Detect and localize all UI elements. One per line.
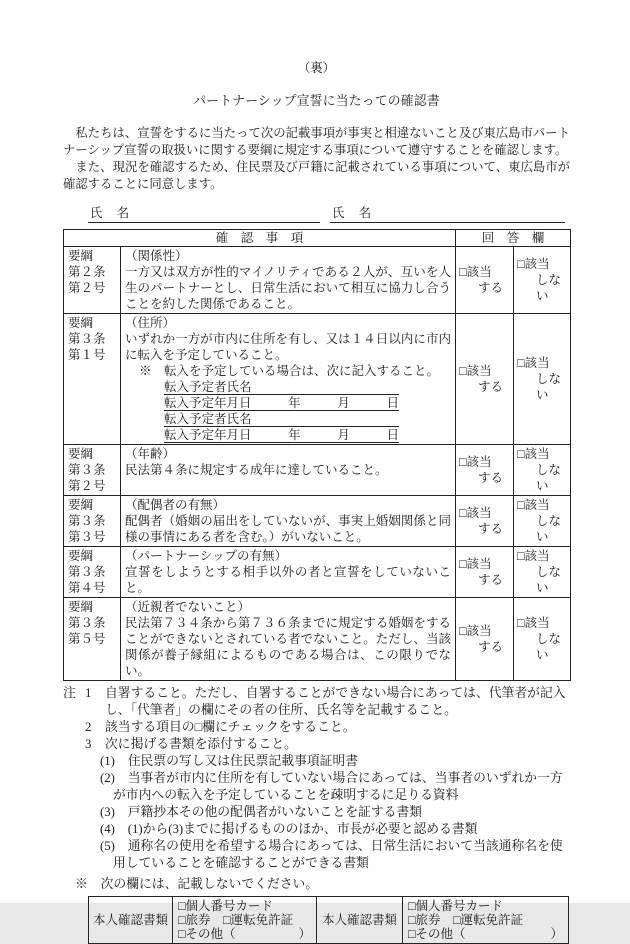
checkbox-other-open: □その他（ <box>408 927 466 941</box>
id-doc-options-2 <box>403 897 569 944</box>
intro-paragraph-1: 私たちは、宣誓をするに当たって次の記載事項が事実と相違ないこと及び東広島市パートナーシップ宣誓の取扱いに関する要綱に規定する事項について遵守することを確認します。 <box>63 126 570 157</box>
id-doc-label-1: 本人確認書類 <box>89 897 173 944</box>
checkbox-applicable-label: □該当 <box>459 455 492 469</box>
unit-month: 月 <box>337 428 350 442</box>
ref-line: 第４号 <box>68 581 106 595</box>
item-heading: （パートナーシップの有無） <box>125 549 288 563</box>
other-write-in-space[interactable] <box>466 927 551 941</box>
item-heading: （配偶者の有無） <box>125 498 226 512</box>
checkbox-not-applicable-label2: しない <box>536 632 562 662</box>
transfer-date-label: 転入予定年月日 <box>164 428 252 442</box>
checkbox-not-applicable[interactable] <box>514 314 571 445</box>
name-field-2[interactable] <box>330 205 565 223</box>
note-number: 3 <box>85 737 92 751</box>
note-text: 該当する項目の□欄にチェックをすること。 <box>105 720 356 734</box>
checkbox-not-applicable-label2: しない <box>536 372 562 402</box>
checkbox-not-applicable-label2: しない <box>536 565 562 595</box>
note-sub-item-5: (5) 通称名の使用を希望する場合にあっては、日常生活において当該通称名を使用していることを確認することができる書類 <box>100 839 563 870</box>
notes-section <box>63 685 570 872</box>
checkbox-not-applicable-label2: しない <box>536 273 562 303</box>
row-item <box>121 547 456 598</box>
confirmation-table <box>63 229 571 681</box>
row-item <box>121 445 456 496</box>
name-label-1: 氏 名 <box>90 206 131 220</box>
checkbox-applicable[interactable] <box>456 598 514 681</box>
checkbox-other[interactable] <box>408 927 563 941</box>
ref-line: 第３条 <box>68 332 106 346</box>
checkbox-not-applicable-label: □該当 <box>517 257 550 271</box>
transfer-name-label: 転入予定者氏名 <box>164 412 252 426</box>
checkbox-not-applicable-label2: しない <box>536 514 562 544</box>
checkbox-not-applicable-label2: しない <box>536 463 562 493</box>
checkbox-other-open: □その他（ <box>178 927 236 941</box>
item-body: 一方又は双方が性的マイノリティである２人が、互いを人生のパートナーとし、日常生活において相互に協力し合うことを約した関係であること。 <box>125 265 452 311</box>
checkbox-other-close: ） <box>298 927 311 941</box>
ref-line: 第３号 <box>68 530 106 544</box>
document-title: パートナーシップ宣誓に当たっての確認書 <box>193 94 440 108</box>
checkbox-not-applicable-label: □該当 <box>517 356 550 370</box>
note-item-1 <box>63 685 570 719</box>
item-heading: （近親者でないこと） <box>125 600 251 614</box>
checkbox-applicable-label: □該当 <box>459 624 492 638</box>
ref-line: 第５号 <box>68 632 106 646</box>
other-write-in-space[interactable] <box>236 927 299 941</box>
ref-line: 第２号 <box>68 479 106 493</box>
ref-line: 第３条 <box>68 565 106 579</box>
checkbox-applicable-label2: する <box>478 380 504 394</box>
row-item <box>121 598 456 681</box>
identity-document-table <box>88 896 569 944</box>
item-body: 民法第４条に規定する成年に達していること。 <box>125 463 388 477</box>
checkbox-not-applicable[interactable] <box>514 247 571 314</box>
note-sub-item-1: (1) 住民票の写し又は住民票記載事項証明書 <box>100 754 359 768</box>
unit-year: 年 <box>288 428 301 442</box>
note-text: 自署すること。ただし、自署することができない場合にあっては、代筆者が記入し、「代筆者」の欄にその者の住所、氏名等を記載すること。 <box>105 686 566 717</box>
table-row <box>64 598 571 681</box>
ref-line: 要綱 <box>68 498 94 512</box>
table-row <box>64 445 571 496</box>
note-item-3 <box>85 736 570 753</box>
checkbox-applicable[interactable] <box>456 247 514 314</box>
unit-day: 日 <box>386 428 399 442</box>
header-confirmation-items: 確 認 事 項 <box>64 230 456 247</box>
id-doc-options-1 <box>173 897 317 944</box>
ref-line: 第２号 <box>68 281 106 295</box>
name-row <box>63 205 570 223</box>
transfer-date-input-2[interactable] <box>164 427 399 443</box>
checkbox-applicable[interactable] <box>456 314 514 445</box>
transfer-note: ※ 転入を予定している場合は、次に記入すること。 <box>139 364 440 378</box>
ref-line: 第３条 <box>68 463 106 477</box>
row-ref <box>64 547 121 598</box>
checkbox-not-applicable[interactable] <box>514 598 571 681</box>
row-item <box>121 496 456 547</box>
note-number: 1 <box>85 686 92 700</box>
checkbox-not-applicable-label: □該当 <box>517 549 550 563</box>
checkbox-applicable-label2: する <box>478 522 504 536</box>
name-field-1[interactable] <box>88 205 320 223</box>
checkbox-passport-license[interactable]: □旅券 □運転免許証 <box>408 913 524 927</box>
item-body: 宣誓をしようとする相手以外の者と宣誓をしていないこと。 <box>125 565 452 595</box>
note-text: 次に掲げる書類を添付すること。 <box>105 737 297 751</box>
table-row <box>64 247 571 314</box>
unit-day: 日 <box>386 396 399 410</box>
item-body: 民法第７３４条から第７３６条までに規定する婚姻をすることができないとされている者でないこと。ただし、当該関係が養子縁組によるものである場合は、この限りでない。 <box>125 616 452 678</box>
intro-paragraph-2: また、現況を確認するため、住民票及び戸籍に記載されている事項について、東広島市が確認することに同意します。 <box>63 160 570 191</box>
checkbox-applicable[interactable] <box>456 496 514 547</box>
row-ref <box>64 598 121 681</box>
id-check-caution: ※ 次の欄には、記載しないでください。 <box>75 877 319 891</box>
note-sub-item-2: (2) 当事者が市内に住所を有していない場合にあっては、当事者のいずれか一方が市内への転入を予定していることを疎明するに足りる資料 <box>100 771 563 802</box>
checkbox-not-applicable-label: □該当 <box>517 447 550 461</box>
checkbox-applicable-label: □該当 <box>459 557 492 571</box>
item-body: 配偶者（婚姻の届出をしていないが、事実上婚姻関係と同様の事情にある者を含む。）がいないこと。 <box>125 514 452 544</box>
ref-line: 第３条 <box>68 616 106 630</box>
note-sub-item-3: (3) 戸籍抄本その他の配偶者がいないことを証する書類 <box>100 805 423 819</box>
transfer-name-input-1[interactable] <box>164 379 399 395</box>
row-ref <box>64 445 121 496</box>
checkbox-applicable[interactable] <box>456 547 514 598</box>
checkbox-applicable-label2: する <box>478 281 504 295</box>
ref-line: 要綱 <box>68 316 94 330</box>
transfer-name-input-2[interactable] <box>164 411 399 427</box>
checkbox-not-applicable[interactable] <box>514 547 571 598</box>
ref-line: 要綱 <box>68 600 94 614</box>
row-item <box>121 314 456 445</box>
row-ref <box>64 314 121 445</box>
item-heading: （年齢） <box>125 447 176 461</box>
identity-document-row <box>89 897 569 944</box>
ref-line: 第３条 <box>68 514 106 528</box>
item-heading: （住所） <box>125 316 176 330</box>
table-header-row <box>64 230 571 247</box>
ref-line: 第１号 <box>68 348 106 362</box>
unit-year: 年 <box>288 396 301 410</box>
item-body: いずれか一方が市内に住所を有し、又は１４日以内に市内に転入を予定していること。 <box>125 332 452 362</box>
checkbox-not-applicable-label: □該当 <box>517 616 550 630</box>
checkbox-applicable-label2: する <box>478 471 504 485</box>
transfer-date-label: 転入予定年月日 <box>164 396 252 410</box>
note-prefix: 注 <box>63 686 76 700</box>
header-answer-column: 回 答 欄 <box>456 230 571 247</box>
transfer-date-input-1[interactable] <box>164 395 399 411</box>
checkbox-applicable-label: □該当 <box>459 265 492 279</box>
unit-month: 月 <box>337 396 350 410</box>
checkbox-not-applicable[interactable] <box>514 445 571 496</box>
page-side-label: （裏） <box>297 61 336 75</box>
table-row <box>64 496 571 547</box>
checkbox-passport-license[interactable]: □旅券 □運転免許証 <box>178 913 294 927</box>
row-item <box>121 247 456 314</box>
note-sub-item-4: (4) (1)から(3)までに掲げるもののほか、市長が必要と認める書類 <box>100 822 478 836</box>
checkbox-not-applicable[interactable] <box>514 496 571 547</box>
table-row <box>64 547 571 598</box>
checkbox-mynumber-card[interactable]: □個人番号カード <box>178 899 274 913</box>
checkbox-not-applicable-label: □該当 <box>517 498 550 512</box>
id-doc-label-2: 本人確認書類 <box>317 897 403 944</box>
note-item-2 <box>85 719 570 736</box>
checkbox-other-close: ） <box>550 927 563 941</box>
checkbox-applicable-label2: する <box>478 573 504 587</box>
checkbox-applicable-label: □該当 <box>459 364 492 378</box>
checkbox-applicable-label: □該当 <box>459 506 492 520</box>
row-ref <box>64 496 121 547</box>
row-ref <box>64 247 121 314</box>
ref-line: 要綱 <box>68 249 94 263</box>
note-number: 2 <box>85 720 92 734</box>
ref-line: 要綱 <box>68 549 94 563</box>
item-heading: （関係性） <box>125 249 188 263</box>
table-row <box>64 314 571 445</box>
checkbox-other[interactable] <box>178 927 311 941</box>
ref-line: 要綱 <box>68 447 94 461</box>
checkbox-applicable-label2: する <box>478 640 504 654</box>
name-label-2: 氏 名 <box>332 206 373 220</box>
checkbox-applicable[interactable] <box>456 445 514 496</box>
intro-section <box>63 125 570 193</box>
checkbox-mynumber-card[interactable]: □個人番号カード <box>408 899 504 913</box>
ref-line: 第２条 <box>68 265 106 279</box>
transfer-name-label: 転入予定者氏名 <box>164 380 252 394</box>
